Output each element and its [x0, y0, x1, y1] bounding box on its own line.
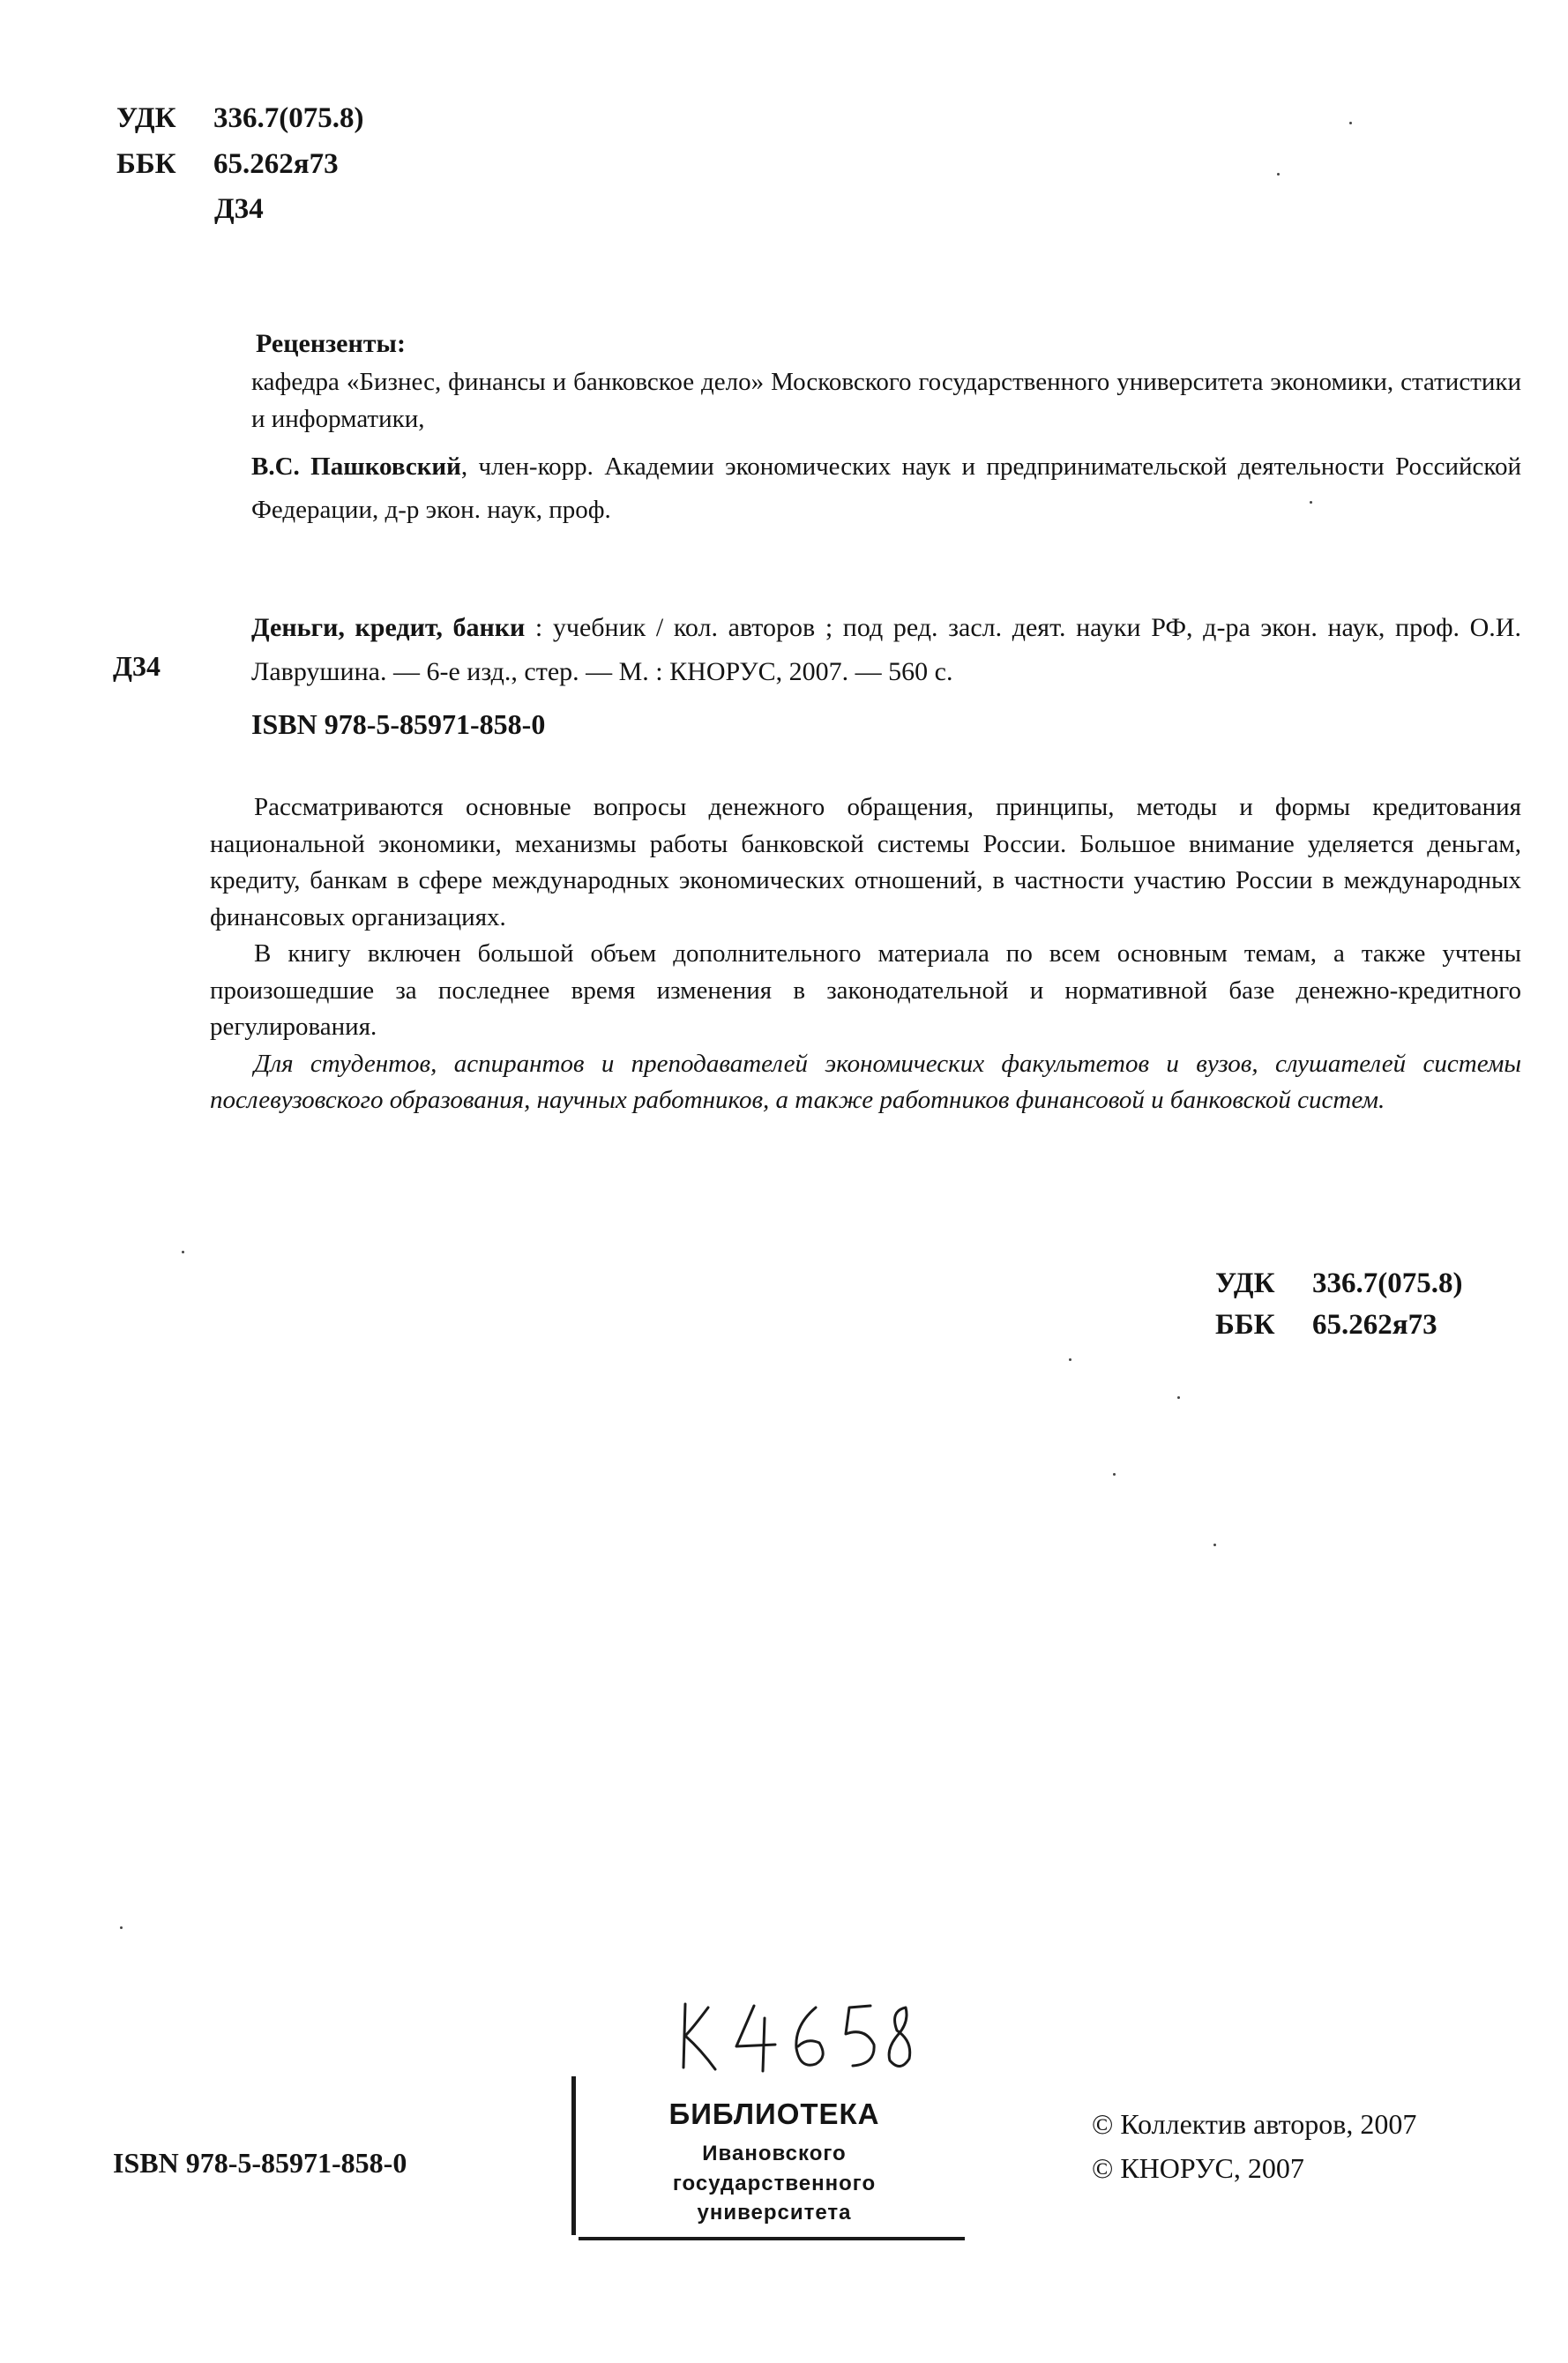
- scan-speck: [1177, 1396, 1180, 1399]
- scan-speck: [1213, 1544, 1216, 1546]
- annotation-paragraph-2: В книгу включен большой объем дополнительного материала по всем основным темам, а также учтены произошедшие за последнее время изменения в законодательной и нормативной базе денежно-кредитного регулирования.: [210, 939, 1521, 1041]
- annotation-paragraph-1: Рассматриваются основные вопросы денежного обращения, принципы, методы и формы кредитования национальной экономики, механизмы работы банковской системы России. Большое внимание уделяется деньгам, кредиту, банкам в сфере международных экономических отношений, в частности участию России в международных финансовых организациях.: [210, 793, 1521, 931]
- stamp-line-1: БИБЛИОТЕКА: [668, 2098, 880, 2130]
- top-udk-value: 336.7(075.8): [213, 102, 364, 134]
- scan-speck: [1310, 501, 1312, 504]
- top-bbk-value: 65.262я73: [213, 148, 339, 180]
- bottom-udk-label: УДК: [1215, 1267, 1275, 1299]
- bottom-bbk-line: [1215, 1309, 1437, 1342]
- top-udk-label: УДК: [116, 102, 176, 134]
- bib-author-code: Д34: [113, 650, 161, 682]
- bottom-udk-line: [1215, 1267, 1462, 1300]
- reviewer-person: [251, 445, 1521, 532]
- footer-isbn: ISBN 978-5-85971-858-0: [113, 2147, 407, 2179]
- reviewer-person-name: В.С. Пашковский: [251, 452, 461, 481]
- copyright-publisher: © КНОРУС, 2007: [1092, 2152, 1304, 2184]
- scan-speck: [1349, 122, 1352, 124]
- stamp-line-4: университета: [697, 2201, 852, 2225]
- annotation-audience: Для студентов, аспирантов и преподавателей экономических факультетов и вузов, слушателей системы послевузовского образования, научных работников, а также работников финансовой и банковской систем.: [210, 1049, 1521, 1114]
- reviewers-heading: Рецензенты:: [256, 329, 406, 358]
- scan-speck: [1277, 173, 1280, 176]
- top-bbk-line: [116, 148, 339, 181]
- top-udk-line: [116, 102, 363, 135]
- library-stamp: [571, 2064, 959, 2247]
- scan-speck: [1069, 1358, 1071, 1361]
- annotation: [210, 789, 1521, 1119]
- bottom-bbk-label: ББК: [1215, 1309, 1275, 1341]
- reviewer-person-text: , член-корр. Академии экономических наук и предпринимательской деятельности Российской Федерации, д-р экон. наук, проф.: [251, 452, 1521, 524]
- stamp-left-border: [571, 2076, 576, 2235]
- copyright-authors: © Коллектив авторов, 2007: [1092, 2108, 1417, 2140]
- stamp-bottom-border: [579, 2237, 965, 2240]
- book-title: Деньги, кредит, банки: [251, 613, 526, 642]
- bib-description-text: : учебник / кол. авторов ; под ред. засл. деят. науки РФ, д-ра экон. наук, проф. О.И. Лаврушина. — 6-е изд., стер. — М. : КНОРУС, 2007. — 560 с.: [251, 613, 1521, 686]
- handwritten-inventory-number: [666, 1995, 930, 2075]
- bib-isbn: ISBN 978-5-85971-858-0: [251, 708, 546, 740]
- scan-speck: [1113, 1473, 1116, 1476]
- bottom-bbk-value: 65.262я73: [1312, 1309, 1437, 1341]
- scan-speck: [182, 1251, 184, 1253]
- top-author-code: Д34: [214, 193, 264, 225]
- bottom-udk-value: 336.7(075.8): [1312, 1267, 1463, 1299]
- scan-speck: [120, 1926, 123, 1929]
- stamp-line-3: государственного: [672, 2172, 877, 2195]
- stamp-line-2: Ивановского: [702, 2142, 847, 2165]
- bib-description: [251, 606, 1521, 694]
- reviewer-department: кафедра «Бизнес, финансы и банковское дело» Московского государственного университета экономики, статистики и информатики,: [251, 368, 1521, 433]
- top-bbk-label: ББК: [116, 148, 176, 180]
